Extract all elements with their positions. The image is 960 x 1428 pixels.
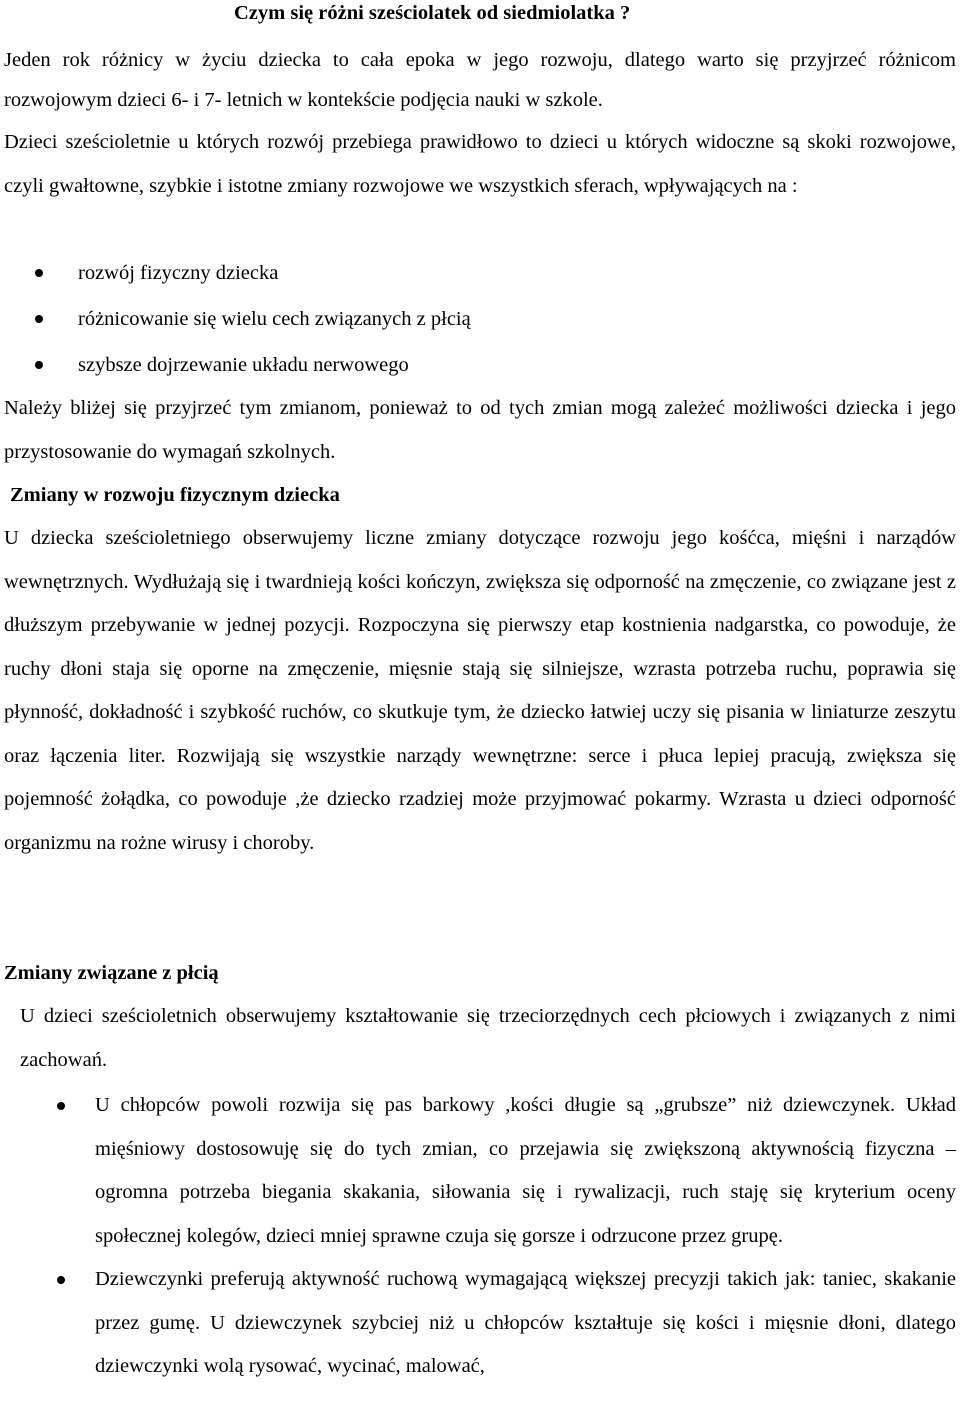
list-item: różnicowanie się wielu cech związanych z płcią [4,296,956,342]
list-item: rozwój fizyczny dziecka [4,250,956,296]
bullet-icon [35,361,43,369]
list-item: Dziewczynki preferują aktywność ruchową wymagającą większej precyzji takich jak: taniec, skakanie przez gumę. U dziewczynek szybciej niż u chłopców kształtuje się kości i mięsnie dłoni, dlatego dziewczynki wolą rysować, wycinać, malować, [4,1258,956,1389]
section-heading-gender-changes: Zmiany związane z płcią [4,962,219,984]
list-item: U chłopców powoli rozwija się pas barkowy ,kości długie są „grubsze” niż dziewczynek. Układ mięśniowy dostosowuję się do tych zmian, co przejawia się zwiększoną aktywnością fizyczna – ogromna potrzeba biegania skakania, siłowania się i rywalizacji, ruch staję się kryterium oceny społecznej kolegów, dzieci mniej sprawne czuja się gorsze i odrzucone przez grupę. [4,1084,956,1258]
section-heading-physical-development: Zmiany w rozwoju fizycznym dziecka [10,484,340,506]
paragraph-development-leaps: Dzieci sześcioletnie u których rozwój przebiega prawidłowo to dzieci u których widoczne są skoki rozwojowe, czyli gwałtowne, szybkie i istotne zmiany rozwojowe we wszystkich sferach, wpływających na : [4,131,956,197]
bullet-icon [57,1276,65,1284]
document-title: Czym się różni sześciolatek od siedmiolatka ? [234,2,631,24]
bullet-icon [35,315,43,323]
paragraph-closer-look: Należy bliżej się przyjrzeć tym zmianom, ponieważ to od tych zmian mogą zależeć możliwości dziecka i jego przystosowanie do wymagań szkolnych. [4,397,956,463]
bullet-icon [57,1102,65,1110]
bullet-list-gender-differences [4,1084,956,1389]
paragraph-gender-traits: U dzieci sześcioletnich obserwujemy kształtowanie się trzeciorzędnych cech płciowych i związanych z nimi zachowań. [20,1005,956,1071]
intro-paragraph: Jeden rok różnicy w życiu dziecka to cała epoka w jego rozwoju, dlatego warto się przyjrzeć różnicom rozwojowym dzieci 6- i 7- letnich w kontekście podjęcia nauki w szkole. [4,49,956,111]
bullet-icon [35,269,43,277]
paragraph-physical-development: U dziecka sześcioletniego obserwujemy liczne zmiany dotyczące rozwoju jego kośćca, mięśni i narządów wewnętrznych. Wydłużają się i twardnieją kości kończyn, zwiększa się odporność na zmęczenie, co związane jest z dłuższym przebywanie w jednej pozycji. Rozpoczyna się pierwszy etap kostnienia nadgarstka, co powoduje, że ruchy dłoni staja się oporne na zmęczenie, mięsnie stają się silniejsze, wzrasta potrzeba ruchu, poprawia się płynność, dokładność i szybkość ruchów, co skutkuje tym, że dziecko łatwiej uczy się pisania w liniaturze zeszytu oraz łączenia liter. Rozwijają się wszystkie narządy wewnętrzne: serce i płuca lepiej pracują, zwiększa się pojemność żołądka, co powoduje ,że dziecko rzadziej może przyjmować pokarmy. Wzrasta u dzieci odporność organizmu na rożne wirusy i choroby. [4,527,956,854]
bullet-list-development-areas [4,250,956,388]
list-item: szybsze dojrzewanie układu nerwowego [4,342,956,388]
